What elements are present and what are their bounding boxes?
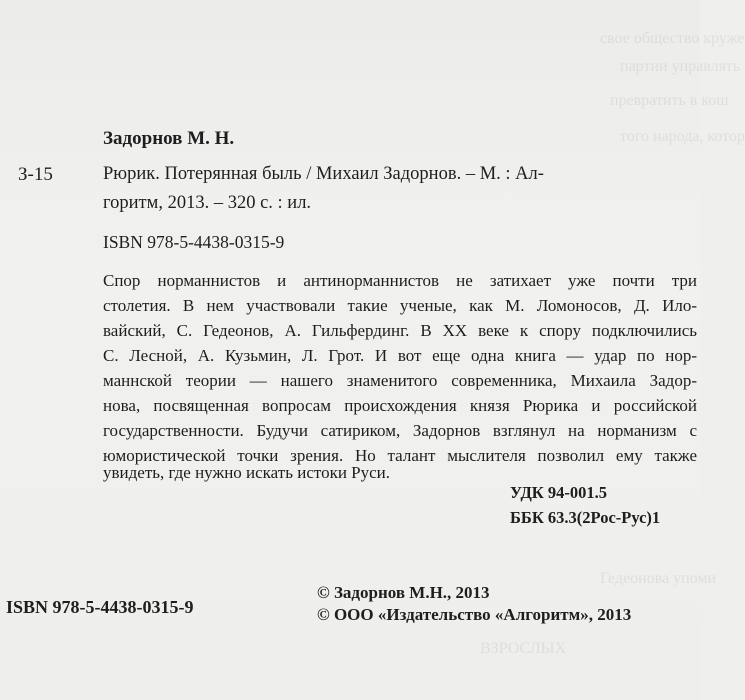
udk-code: УДК 94-001.5	[510, 483, 608, 502]
bleed-through-decoration: партии управлять	[620, 58, 741, 75]
copyright-author: © Задорнов М.Н., 2013	[317, 583, 490, 602]
bleed-through-decoration: Гедеонова упоми	[600, 570, 717, 587]
bleed-through-decoration: свое общество круже	[600, 30, 745, 47]
annotation-line: С. Лесной, А. Кузьмин, Л. Грот. И вот еще одна книга — удар по нор-	[103, 346, 697, 365]
annotation-line: вайский, С. Гедеонов, А. Гильфердинг. В XX веке к спору подключились	[103, 321, 697, 340]
annotation-line: государственности. Будучи сатириком, Задорнов взглянул на норманизм с	[103, 421, 697, 440]
author-name: Задорнов М. Н.	[103, 128, 235, 149]
bleed-through-decoration: превратить в кош	[610, 92, 729, 109]
bleed-through-decoration: ВЗРОСЛЫХ	[480, 640, 567, 657]
annotation-line: нова, посвященная вопросам происхождения князя Рюрика и российской	[103, 396, 697, 415]
title-line-2: горитм, 2013. – 320 с. : ил.	[103, 193, 312, 213]
annotation-line: маннской теории — нашего знаменитого современника, Михаила Задор-	[103, 371, 697, 390]
annotation-line: столетия. В нем участвовали такие ученые, как М. Ломоносов, Д. Ило-	[103, 296, 697, 315]
footer-isbn: ISBN 978-5-4438-0315-9	[6, 597, 194, 617]
annotation-line: Спор норманнистов и антинорманнистов не затихает уже почти три	[103, 271, 697, 290]
copyright-publisher: © ООО «Издательство «Алгоритм», 2013	[317, 605, 632, 624]
title-line-1: Рюрик. Потерянная быль / Михаил Задорнов. – М. : Ал-	[103, 164, 544, 184]
bleed-through-decoration: того народа, котор	[620, 128, 745, 145]
annotation-line: увидеть, где нужно искать истоки Руси.	[103, 463, 391, 482]
isbn-line: ISBN 978-5-4438-0315-9	[103, 232, 285, 252]
call-number: З-15	[18, 164, 53, 185]
bbk-code: ББК 63.3(2Рос-Рус)1	[510, 508, 661, 527]
annotation-line: юмористической точки зрения. Но талант мыслителя позволил ему также	[103, 446, 697, 465]
